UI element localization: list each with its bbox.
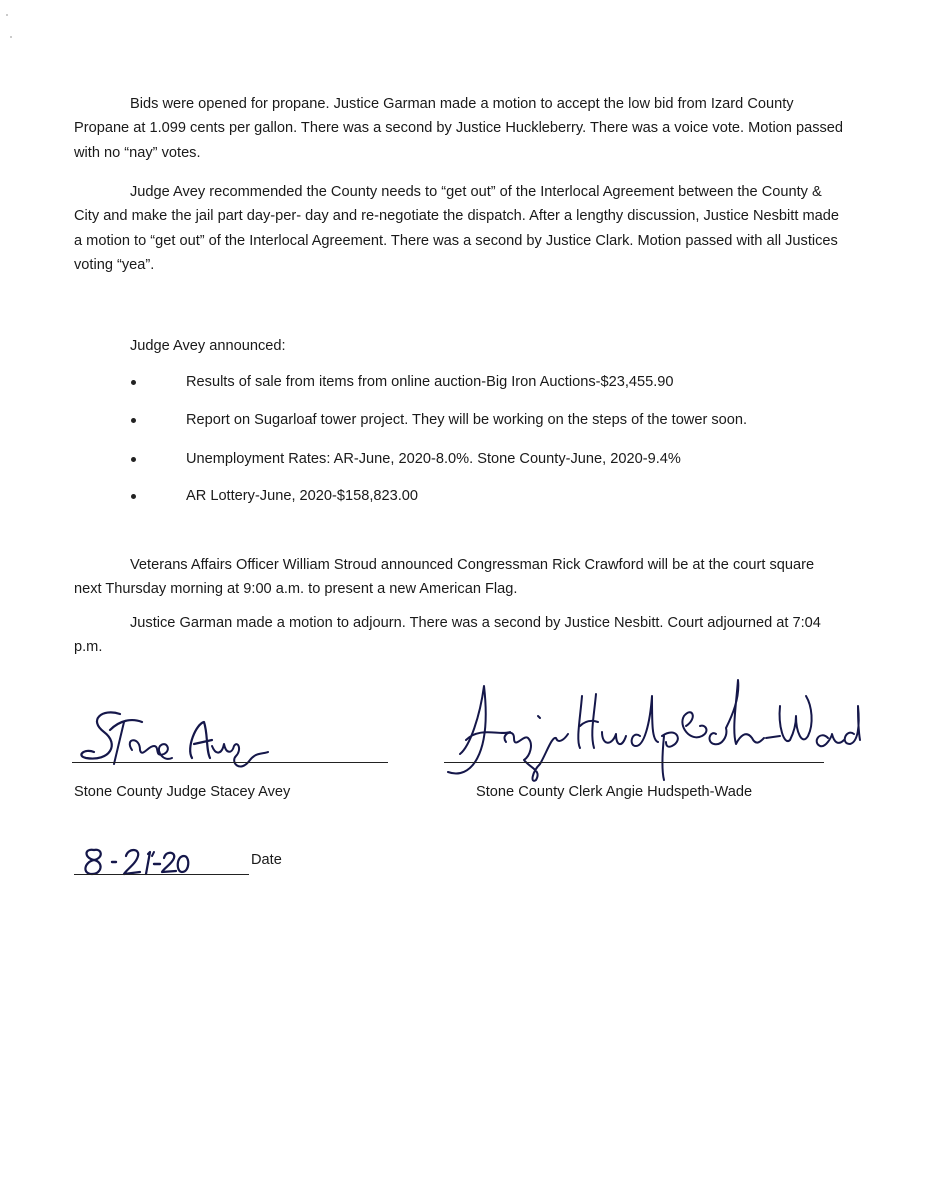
list-item	[0, 447, 926, 471]
bullet-icon	[131, 494, 136, 499]
list-item	[0, 408, 926, 432]
interlocal-agreement-paragraph: Judge Avey recommended the County needs to “get out” of the Interlocal Agreement between the County & City and make the jail part day-per- day and re-negotiate the dispatch. After a lengthy discussion, Justice Nesbitt made a motion to “get out” of the Interlocal Agreement. There was a second by Justice Clark. Motion passed with all Justices voting “yea”.	[74, 184, 839, 273]
clerk-title: Stone County Clerk Angie Hudspeth-Wade	[476, 784, 753, 800]
announcement-text: Report on Sugarloaf tower project. They will be working on the steps of the tower soon.	[186, 412, 748, 428]
bullet-icon	[131, 418, 136, 423]
clerk-signature	[440, 676, 860, 786]
announcement-heading: Judge Avey announced:	[130, 338, 286, 354]
judge-signature	[80, 700, 270, 780]
announcement-text: AR Lottery-June, 2020-$158,823.00	[186, 488, 419, 504]
veterans-affairs-paragraph: Veterans Affairs Officer William Stroud announced Congressman Rick Crawford will be at the court square next Thursday morning at 9:00 a.m. to present a new American Flag.	[74, 557, 815, 598]
handwritten-date	[80, 842, 190, 878]
judge-title: Stone County Judge Stacey Avey	[74, 784, 291, 800]
adjournment-paragraph: Justice Garman made a motion to adjourn. There was a second by Justice Nesbitt. Court adjourned at 7:04 p.m.	[74, 615, 821, 656]
bullet-icon	[131, 457, 136, 462]
list-item	[0, 370, 926, 394]
date-label: Date	[251, 852, 282, 868]
propane-bid-paragraph: Bids were opened for propane. Justice Garman made a motion to accept the low bid from Izard County Propane at 1.099 cents per gallon. There was a second by Justice Huckleberry. There was a voice vote. Motion passed with no “nay” votes.	[74, 96, 844, 161]
announcement-text: Results of sale from items from online auction-Big Iron Auctions-$23,455.90	[186, 374, 674, 390]
announcement-text: Unemployment Rates: AR-June, 2020-8.0%. Stone County-June, 2020-9.4%	[186, 451, 681, 467]
scan-speck	[10, 36, 12, 38]
scan-speck	[6, 14, 8, 16]
clerk-signature-line	[444, 762, 824, 763]
list-item	[0, 484, 926, 508]
judge-signature-line	[72, 762, 388, 763]
date-line	[74, 874, 249, 875]
bullet-icon	[131, 380, 136, 385]
